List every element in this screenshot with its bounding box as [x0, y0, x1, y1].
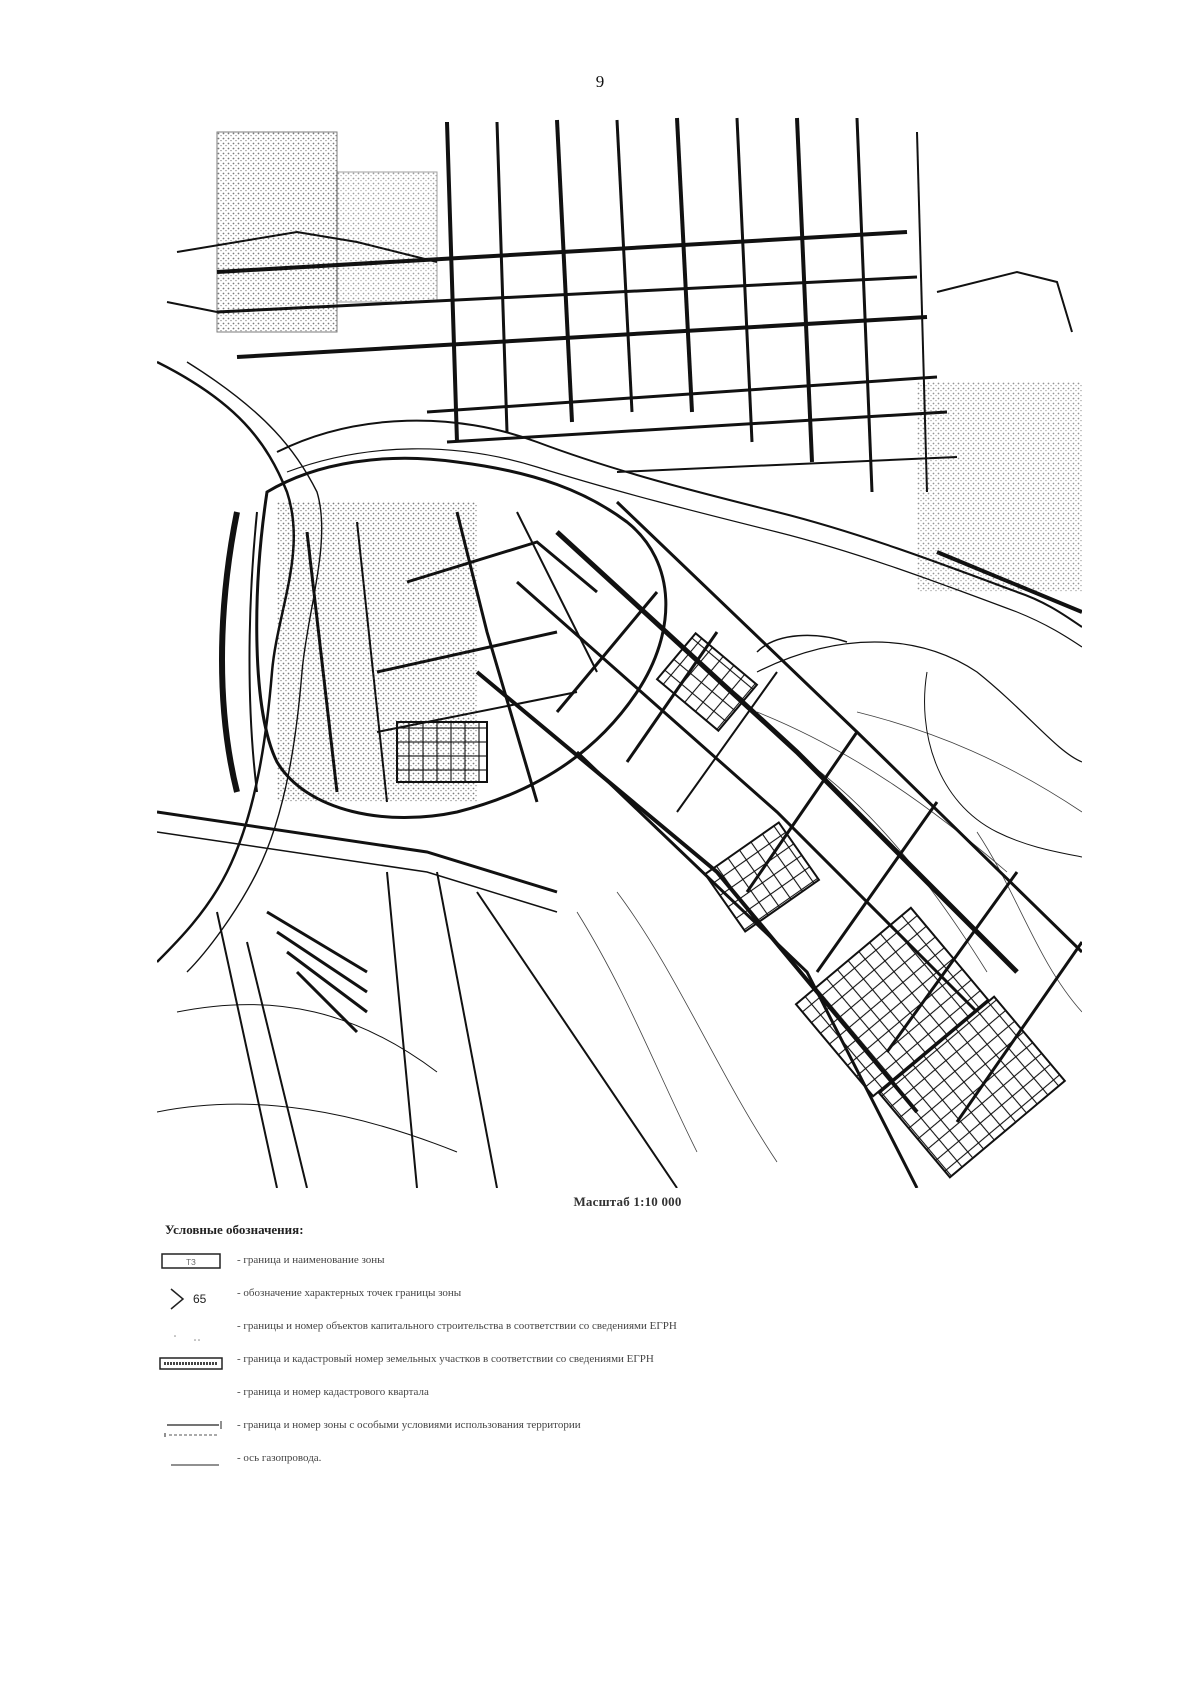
- characteristic-point-symbol: [157, 1283, 227, 1313]
- cadastral-map: [157, 112, 1082, 1188]
- legend-item-land-plot: [157, 1349, 1057, 1379]
- gas-pipeline-symbol: [157, 1448, 227, 1478]
- cadastral-quarter-symbol: [157, 1382, 227, 1412]
- legend-label-cadastral-quarter: - граница и номер кадастрового квартала: [237, 1386, 429, 1398]
- legend-item-cadastral-quarter: [157, 1382, 1057, 1412]
- legend-item-zone-boundary: [157, 1250, 1057, 1280]
- characteristic-point-number: 65: [193, 1292, 207, 1306]
- legend-item-gas-pipeline: [157, 1448, 1057, 1478]
- zone-boundary-symbol: [157, 1250, 227, 1280]
- east-area: [917, 382, 1082, 612]
- legend-label-characteristic-point: - обозначение характерных точек границы зоны: [237, 1287, 462, 1299]
- legend-item-capital-object: [157, 1316, 1057, 1346]
- historic-center: [222, 458, 666, 817]
- land-plot-symbol: [157, 1349, 227, 1379]
- legend-label-gas-pipeline: - ось газопровода.: [237, 1452, 322, 1464]
- zone-boundary-symbol-text: ТЗ: [186, 1258, 196, 1267]
- page-number: 9: [595, 72, 605, 91]
- map-drawing: [157, 112, 1082, 1188]
- southeast-blocks: [477, 502, 1082, 1188]
- special-zone-symbol: [157, 1415, 227, 1445]
- legend-label-land-plot: - граница и кадастровый номер земельных участков в соответствии со сведениями ЕГРН: [237, 1353, 654, 1365]
- map-scale-caption: Масштаб 1:10 000: [573, 1194, 682, 1209]
- legend-label-capital-object: - границы и номер объектов капитального строительства в соответствии со сведениями ЕГРН: [237, 1320, 677, 1332]
- legend-title: Условные обозначения:: [165, 1222, 304, 1237]
- legend-item-special-zone: [157, 1415, 1057, 1445]
- legend-label-zone-boundary: - граница и наименование зоны: [237, 1254, 385, 1266]
- legend-item-characteristic-point: [157, 1283, 1057, 1313]
- legend-label-special-zone: - граница и номер зоны с особыми условиями использования территории: [237, 1419, 581, 1431]
- capital-object-symbol: [157, 1316, 227, 1346]
- southwest-area: [157, 812, 677, 1188]
